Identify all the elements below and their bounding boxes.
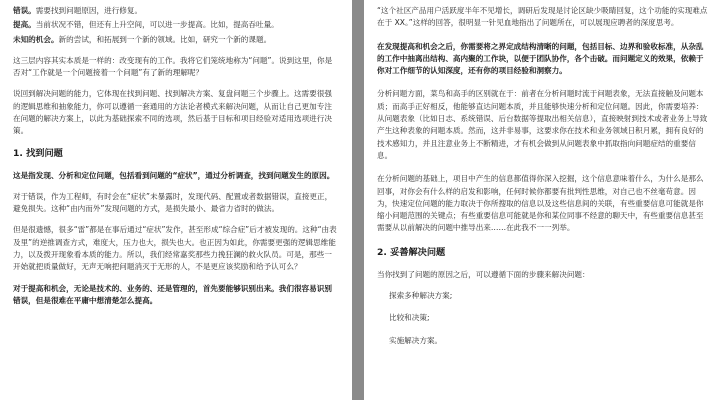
step-item: 实施解决方案。: [389, 335, 443, 345]
solution-steps: [377, 290, 709, 347]
step-item: 探索多种解决方案;: [389, 290, 453, 300]
paragraph-bold: 对于提高和机会，无论是技术的、业务的、还是管理的，首先要能够识别出来。我们很容易识别错误，但是很难在平庸中想清楚怎么提高。: [13, 283, 332, 305]
section-heading-find-problem: 1. 找到问题: [13, 147, 63, 159]
section-heading-solve-problem: 2. 妥善解决问题: [377, 246, 446, 258]
right-page: [364, 0, 722, 400]
page-gutter: [352, 0, 364, 400]
bullet-opportunity: 未知的机会。新的尝试，和拓展到一个新的领域。比如，研究一个新的课题。: [13, 34, 272, 44]
paragraph: “这个社区产品用户活跃度半年不见增长，调研后发现是讨论区缺少吸睛回复，这个功能的实现难点在于 XX。”这样的回答，很明显一针见血地指出了问题所在，可以展现应聘者的深度思考。: [377, 6, 708, 28]
paragraph: 分析问题方面，菜鸟和高手的区别就在于：前者在分析问题时流于问题表象，无法直接触及问题本质；而高手正好相反，他能够直达问题本质，并且能够快速分析和定位问题。因此，你需要培养：从问题表象（比如日志、系统错误、后台数据等提取出相关信息），直接映射到技术或者业务上导致产生这种表象的问题本质。然而，这并非易事，这要求你在技术和业务领域日积月累，拥有良好的技术感知力，并且注意业务上不断精进，才有机会做到从问题表象中抓取指向问题症结的重要信息。: [377, 89, 708, 160]
step-item: 比较和决策;: [389, 313, 430, 323]
paragraph-bold: 在发现提高和机会之后，你需要将之界定成结构清晰的问题，包括目标、边界和验收标准，从杂乱的工作中抽离出结构、高内聚的工作块，以便于团队协作，各个击破。而问题定义的效果，依赖于你对工作细节的认知深度，还有你的项目经验和洞察力。: [377, 41, 704, 76]
problem-type-list: [13, 5, 339, 46]
paragraph: 在分析问题的基础上，项目中产生的信息都值得你深入挖掘，这个信息意味着什么，为什么是那么回事，对你会有什么样的启发和影响，任何时候你都要有批判性思维，对自己也不丝毫苟意。因为，快速定位问题的能力取决于你所搜取的信息以及这些信息间的关联，有些重要信息可能就是你缩小问题范围的关键点；有些重要信息可能就是你和某位同事不经意的聊天中，有些重要信息甚至需要从以前解决的问题中推导出来……在此我不一一列举。: [377, 174, 704, 233]
paragraph: 但是很遗憾，很多“雷”都是在事后通过“症状”发作，甚至形成“综合症”后才被发现的。这种“由表及里”的逆推调查方式，难度大，压力也大，损失也大。也正因为如此，你需要更强的逻辑思维能力，以及拨开现象看本质的能力。所以，我们经常嘉奖那些力挽狂澜的救火队员。可是，那些一开始就把质量做好，无声无响把问题消灭于无形的人，不是更应该奖励和给予认可么？: [13, 225, 337, 272]
left-page: [0, 0, 352, 400]
bullet-error: 错误。需要找到问题原因，进行修复。: [13, 6, 143, 15]
paragraph: 说回到解决问题的能力，它体现在找到问题、找到解决方案、复盘问题三个步骤上。这需要很强的逻辑思维和抽象能力，你可以遵循一套通用的方法论者模式来解决问题，从而让自己更加专注在问题的解决方案上，以此为基础探索不同的选项，然后基于目标和项目经验对适用选项进行决策。: [13, 89, 332, 136]
section-lead: 当你找到了问题的原因之后，可以遵循下面的步骤来解决问题：: [377, 269, 590, 279]
section-lead: 这是指发现、分析和定位问题，包括看到问题的“症状”，通过分析调查，找到问题发生的原因。: [13, 170, 335, 180]
paragraph: 这三层内容其实本质是一样的：改变现有的工作。我将它们笼统地称为“问题”。说到这里，你是否对“工作就是一个问题接着一个问题”有了新的理解呢？: [13, 55, 333, 78]
paragraph: 对于错误，作为工程师，有时会在“症状”未暴露时，发现代码、配置或者数据错误，直接更正，避免损失。这种“由内而外”发现问题的方式，是损失最小、最省力省时的做法。: [13, 191, 333, 214]
bullet-improve: 提高。当前状况不错，但还有上升空间，可以进一步提高。比如，提高吞吐量。: [13, 20, 279, 30]
